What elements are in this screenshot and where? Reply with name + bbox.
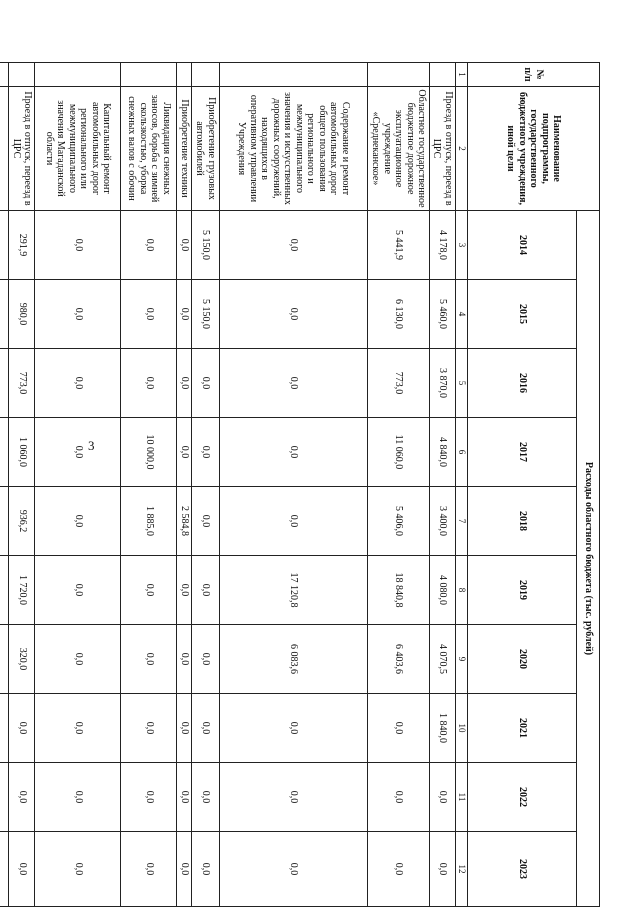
value-cell: 0,0 xyxy=(220,349,368,418)
value-cell: 0,0 xyxy=(220,418,368,487)
value-cell: 0,0 xyxy=(9,832,35,907)
value-cell: 0,0 xyxy=(35,487,121,556)
value-cell: 0,0 xyxy=(368,832,430,907)
column-index: 11 xyxy=(456,763,468,832)
value-cell: 0,0 xyxy=(177,625,192,694)
row-number xyxy=(0,63,9,87)
value-cell: 980,0 xyxy=(9,280,35,349)
value-cell: 0,0 xyxy=(121,763,177,832)
row-number xyxy=(177,63,192,87)
table-row xyxy=(368,63,430,907)
value-cell: 0,0 xyxy=(9,694,35,763)
value-cell: 0,0 xyxy=(121,349,177,418)
value-cell: 320,0 xyxy=(9,625,35,694)
value-cell: 0,0 xyxy=(368,694,430,763)
value-cell: 0,0 xyxy=(121,556,177,625)
row-name: Проезд в отпуск, переезд в ЦРС xyxy=(9,87,35,211)
value-cell: 0,0 xyxy=(35,763,121,832)
header-year: 2019 xyxy=(468,556,577,625)
row-name: Приобретение техники xyxy=(177,87,192,211)
table-row xyxy=(220,63,368,907)
value-cell: 773,0 xyxy=(9,349,35,418)
column-index: 5 xyxy=(456,349,468,418)
header-year: 2017 xyxy=(468,418,577,487)
header-year: 2016 xyxy=(468,349,577,418)
value-cell: 5 150,0 xyxy=(192,280,220,349)
value-cell: 0,0 xyxy=(192,763,220,832)
value-cell: 4 070,5 xyxy=(430,625,456,694)
value-cell: 0,0 xyxy=(220,280,368,349)
header-year: 2015 xyxy=(468,280,577,349)
value-cell: 0,0 xyxy=(121,832,177,907)
value-cell: 0,0 xyxy=(220,694,368,763)
value-cell xyxy=(0,418,9,487)
value-cell: 0,0 xyxy=(35,418,121,487)
row-number xyxy=(192,63,220,87)
value-cell: 0,0 xyxy=(35,556,121,625)
value-cell: 0,0 xyxy=(192,694,220,763)
value-cell: 5 441,9 xyxy=(368,211,430,280)
value-cell: 0,0 xyxy=(192,625,220,694)
table-row xyxy=(35,63,121,907)
value-cell: 0,0 xyxy=(35,280,121,349)
column-index: 9 xyxy=(456,625,468,694)
value-cell xyxy=(0,832,9,907)
value-cell: 0,0 xyxy=(192,418,220,487)
row-number xyxy=(430,63,456,87)
value-cell: 0,0 xyxy=(177,280,192,349)
budget-table xyxy=(0,62,600,907)
value-cell: 5 150,0 xyxy=(192,211,220,280)
header-year: 2018 xyxy=(468,487,577,556)
value-cell: 6 130,0 xyxy=(368,280,430,349)
header-year: 2023 xyxy=(468,832,577,907)
row-number xyxy=(9,63,35,87)
row-number xyxy=(35,63,121,87)
value-cell: 0,0 xyxy=(192,556,220,625)
value-cell xyxy=(0,211,9,280)
value-cell: 0,0 xyxy=(220,832,368,907)
value-cell: 0,0 xyxy=(192,349,220,418)
value-cell: 0,0 xyxy=(177,349,192,418)
column-index: 2 xyxy=(456,87,468,211)
value-cell: 6 083,6 xyxy=(220,625,368,694)
column-index: 4 xyxy=(456,280,468,349)
value-cell: 3 400,0 xyxy=(430,487,456,556)
value-cell: 1 060,0 xyxy=(9,418,35,487)
value-cell: 773,0 xyxy=(368,349,430,418)
column-index: 7 xyxy=(456,487,468,556)
page-number: 3 xyxy=(88,438,95,453)
value-cell: 0,0 xyxy=(192,832,220,907)
row-name xyxy=(0,87,9,211)
row-name: Ликвидация снежных заносов, борьба с зимней скользкостью, уборка снежных валов с обочин xyxy=(121,87,177,211)
value-cell: 936,2 xyxy=(9,487,35,556)
value-cell: 0,0 xyxy=(177,556,192,625)
row-number xyxy=(121,63,177,87)
column-index: 12 xyxy=(456,832,468,907)
value-cell: 4 178,0 xyxy=(430,211,456,280)
value-cell: 0,0 xyxy=(35,349,121,418)
header-name: Наименование подпрограммы, государственного бюджетного учреждения, иной цели xyxy=(468,87,600,211)
table-row xyxy=(0,63,9,907)
value-cell: 0,0 xyxy=(177,418,192,487)
value-cell: 0,0 xyxy=(177,832,192,907)
column-index: 10 xyxy=(456,694,468,763)
value-cell: 3 870,0 xyxy=(430,349,456,418)
value-cell: 0,0 xyxy=(121,694,177,763)
value-cell: 0,0 xyxy=(177,763,192,832)
table-row xyxy=(177,63,192,907)
table-row xyxy=(430,63,456,907)
header-year: 2021 xyxy=(468,694,577,763)
value-cell xyxy=(0,625,9,694)
value-cell: 0,0 xyxy=(121,211,177,280)
header-group: Расходы областного бюджета (тыс. рублей) xyxy=(577,211,600,907)
row-name: Содержание и ремонт автомобильных дорог общего пользования регионального и межмуниципального значения и искусственных дорожных сооружений, находящихся в оперативном управлении Учреждения xyxy=(220,87,368,211)
value-cell: 5 406,0 xyxy=(368,487,430,556)
value-cell: 0,0 xyxy=(121,280,177,349)
value-cell: 0,0 xyxy=(35,211,121,280)
value-cell: 17 120,8 xyxy=(220,556,368,625)
column-index: 8 xyxy=(456,556,468,625)
value-cell: 0,0 xyxy=(430,763,456,832)
value-cell: 4 840,0 xyxy=(430,418,456,487)
header-year: 2022 xyxy=(468,763,577,832)
value-cell: 18 840,8 xyxy=(368,556,430,625)
value-cell: 2 584,8 xyxy=(177,487,192,556)
value-cell: 1 885,0 xyxy=(121,487,177,556)
value-cell: 1 840,0 xyxy=(430,694,456,763)
table-row xyxy=(192,63,220,907)
value-cell xyxy=(0,694,9,763)
value-cell: 0,0 xyxy=(35,832,121,907)
value-cell: 0,0 xyxy=(9,763,35,832)
table-row xyxy=(121,63,177,907)
value-cell xyxy=(0,487,9,556)
row-name: Областное государственное бюджетное дорожное эксплуатационное учреждение «Среднеканское» xyxy=(368,87,430,211)
value-cell: 0,0 xyxy=(430,832,456,907)
value-cell: 0,0 xyxy=(220,763,368,832)
value-cell: 6 403,6 xyxy=(368,625,430,694)
value-cell: 0,0 xyxy=(177,694,192,763)
value-cell: 0,0 xyxy=(220,211,368,280)
value-cell: 0,0 xyxy=(192,487,220,556)
column-index: 1 xyxy=(456,63,468,87)
value-cell: 4 080,0 xyxy=(430,556,456,625)
value-cell: 0,0 xyxy=(177,211,192,280)
value-cell: 1 720,0 xyxy=(9,556,35,625)
value-cell: 0,0 xyxy=(35,625,121,694)
row-number xyxy=(368,63,430,87)
header-year: 2020 xyxy=(468,625,577,694)
value-cell xyxy=(0,280,9,349)
value-cell: 291,9 xyxy=(9,211,35,280)
column-index: 3 xyxy=(456,211,468,280)
table-row xyxy=(9,63,35,907)
header-year: 2014 xyxy=(468,211,577,280)
header-num: № п/п xyxy=(468,63,600,87)
value-cell: 0,0 xyxy=(121,625,177,694)
rotated-table-container xyxy=(11,62,600,905)
value-cell: 5 460,0 xyxy=(430,280,456,349)
value-cell: 10 000,0 xyxy=(121,418,177,487)
value-cell: 0,0 xyxy=(368,763,430,832)
value-cell: 0,0 xyxy=(220,487,368,556)
row-name: Приобретение грузовых автомобилей xyxy=(192,87,220,211)
value-cell: 0,0 xyxy=(35,694,121,763)
value-cell xyxy=(0,763,9,832)
value-cell xyxy=(0,556,9,625)
value-cell: 11 060,0 xyxy=(368,418,430,487)
row-name: Капитальный ремонт автомобильных дорог регионального или межмуниципального значения Магаданской области xyxy=(35,87,121,211)
row-name: Проезд в отпуск, переезд в ЦРС xyxy=(430,87,456,211)
row-number xyxy=(220,63,368,87)
value-cell xyxy=(0,349,9,418)
column-index: 6 xyxy=(456,418,468,487)
